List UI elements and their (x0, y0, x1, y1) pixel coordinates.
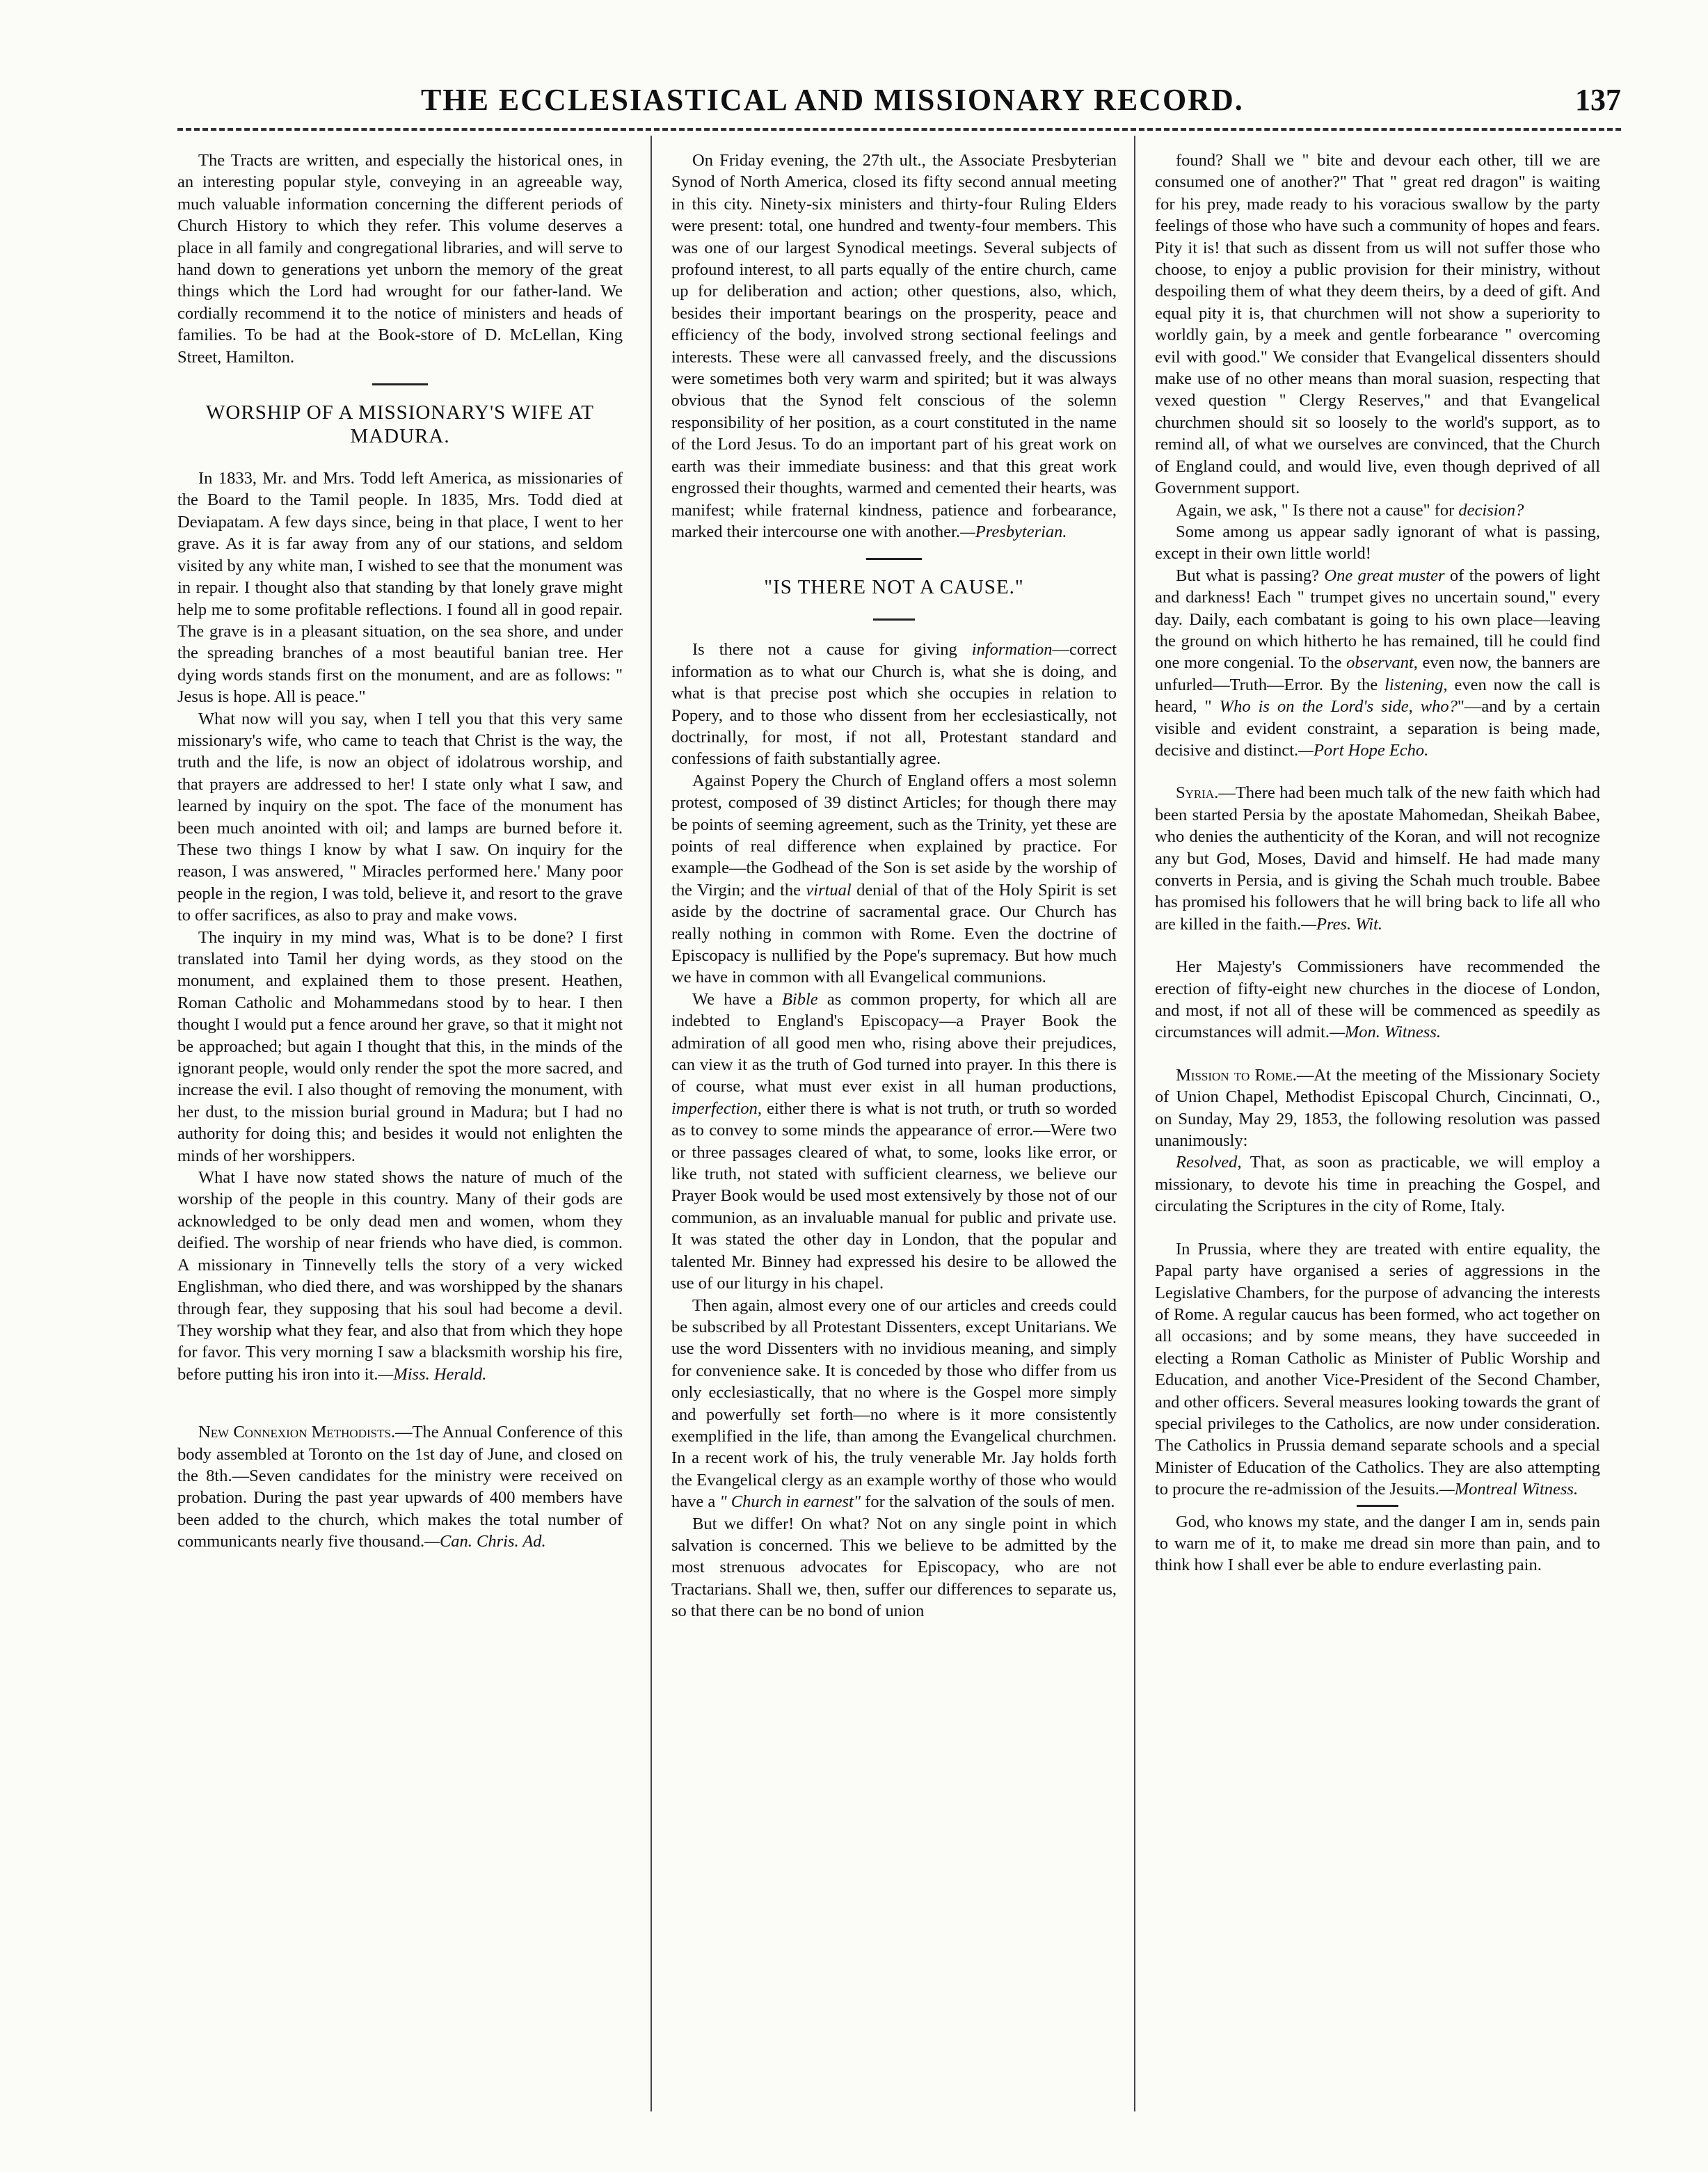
spacer (1155, 761, 1600, 782)
emphasis: observant (1346, 653, 1414, 673)
item-body: .—At the meeting of the Missionary Society of Union Chapel, Methodist Episcopal Church, Cincinnati, O., on Sunday, May 29, 1853, the following resolution was passed unanimously: (1155, 1065, 1600, 1151)
text: Is there not a cause for giving (692, 640, 972, 660)
column-2 (671, 150, 1117, 2111)
text: for the salvation of the souls of men. (861, 1492, 1115, 1512)
spacer (177, 1385, 623, 1421)
column-1 (177, 150, 623, 2111)
article-heading-worship: WORSHIP OF A MISSIONARY'S WIFE AT MADURA. (206, 401, 594, 448)
prussia-item (1155, 1238, 1600, 1501)
item-body: .—The Annual Conference of this body assembled at Toronto on the 1st day of June, and closed on the 8th.—Seven candidates for the ministry were received on probation. During the past year upwards of 400 members have been added to the church, which makes the total number of communicants nearly five thousand. (177, 1423, 623, 1551)
cause-paragraph-3 (671, 989, 1117, 1295)
emphasis: Bible (781, 989, 818, 1009)
source-credit: —Montreal Witness. (1439, 1480, 1579, 1499)
item-title: Mission to Rome (1176, 1065, 1293, 1085)
cause-paragraph-5: But we differ! On what? Not on any single point in which salvation is concerned. This we believe to be admitted by the most strenuous advocates for Episcopacy, who are not Tractarians. Shall we, then, suffer our differences to separate us, so that there can be no bond of union (671, 1514, 1117, 1621)
text: "—and by a certain visible and evident constraint, a separation is being made, decisive and distinct. (1155, 697, 1600, 760)
worship-p4-text: What I have now stated shows the nature of much of the worship of the people in this country. Many of their gods are acknowledged to be only dead men and women, whom they deified. The worship of near friends who have died, is common. A missionary in Tinnevelly tells the story of a very wicked Englishman, who died there, and was worshipped by the shanars through fear, they supposing that his soul had become a devil. They worship what they fear, and also that from which they hope for favor. This very morning I saw a blacksmith worship his fire, before putting his iron into it. (177, 1168, 623, 1384)
emphasis: Who is on the Lord's side, who? (1219, 697, 1458, 717)
cause-continued-3: Some among us appear sadly ignorant of what is passing, except in their own little world! (1155, 522, 1600, 564)
source-credit: —Presbyterian. (960, 522, 1067, 541)
separator-rule (1357, 1505, 1398, 1507)
mission-rome-item (1155, 1064, 1600, 1152)
text: Her Majesty's Commissioners have recommended the erection of fifty-eight new churches in the diocese of London, and most, if not all of these will be commenced as speedily as circumstances will admit. (1155, 957, 1600, 1042)
emphasis: virtual (806, 880, 852, 900)
text: But what is passing? (1176, 566, 1325, 585)
spacer (1155, 935, 1600, 956)
synod-text: On Friday evening, the 27th ult., the Associate Presbyterian Synod of North America, closed its fifty second annual meeting in this city. Ninety-six ministers and thirty-four Ruling Elders were present: total, one hundred and twenty-four members. This was one of our largest Synodical meetings. Several subjects of profound interest, to all parts equally of the entire church, came up for deliberation and action; other questions, also, which, besides their important bearings on the prosperity, peace and efficiency of the body, involved strong sectional feelings and interests. These were all canvassed freely, and the discussions were sometimes both very warm and spirited; but it was always obvious that the Synod felt conscious of the solemn responsibility of her position, as a court constituted in the name of the Lord Jesus. To do an important part of his great work on earth was their immediate business: and that this great work engrossed their thoughts, warmed and cemented their hearts, was manifest; while fraternal kindness, patience and forbearance, marked their intercourse one with another. (671, 151, 1117, 541)
emphasis: information (971, 640, 1053, 660)
text: , either there is what is not truth, or truth so worded as to convey to some minds the appearance of error.—Were two or three passages cleared of what, to some, looks like error, or like truth, not stated with sufficient clearness, we believe our Prayer Book would be used most extensively by those not of our communion, as an invaluable manual for public and private use. It was stated the other day in London, that the popular and talented Mr. Binney had expressed his desire to be allowed the use of our liturgy in his chapel. (671, 1099, 1117, 1293)
separator-rule (873, 618, 915, 621)
running-title: THE ECCLESIASTICAL AND MISSIONARY RECORD. (421, 83, 1244, 117)
item-title: New Connexion Methodists (198, 1423, 391, 1442)
cause-paragraph-2 (671, 770, 1117, 989)
separator-rule (372, 383, 428, 385)
column-rule-1 (651, 136, 652, 2111)
spacer (1155, 1044, 1600, 1064)
cause-paragraph-4 (671, 1295, 1117, 1513)
worship-paragraph-3: The inquiry in my mind was, What is to be done? I first translated into Tamil her dying words, as they stood on the monument, and explained them to those present. Heathen, Roman Catholic and Mohammedans stood by to hear. I then thought I would put a fence around her grave, so that it might not be approached; but again I thought that this, in the minds of the ignorant people, would only render the spot the more sacred, and increase the evil. I also thought of removing the monument, with her dust, to the mission burial ground in Madura; but I had no authority for doing this; and besides it would not enlighten the minds of her worshippers. (177, 927, 623, 1165)
emphasis: decision? (1458, 500, 1524, 520)
text: Against Popery the Church of England offers a most solemn protest, composed of 39 distinct Articles; for though there may be points of seeming agreement, such as the Trinity, yet these are points of real difference when explained by practice. For example—the Godhead of the Son is set aside by the worship of the Virgin; and the (671, 771, 1117, 900)
worship-paragraph-4 (177, 1167, 623, 1385)
column-3 (1155, 150, 1600, 2111)
header-rule (177, 128, 1621, 131)
emphasis: Resolved (1176, 1153, 1238, 1172)
worship-paragraph-2: What now will you say, when I tell you that this very same missionary's wife, who came to teach that Christ is the way, the truth and the life, is now an object of idolatrous worship, and that prayers are addressed to her! I state only what I saw, and learned by inquiry on the spot. The face of the monument has been much anointed with oil; and lamps are burned before it. These two things I know by what I saw. On inquiry for the reason, I was answered, " Miracles performed here.' Many poor people in the region, I was told, believe it, and resort to the grave to offer sacrifices, as also to pray and make vows. (177, 709, 623, 925)
item-body: .—There had been much talk of the new faith which had been started Persia by the apostate Mahomedan, Sheikah Babee, who denies the authenticity of the Koran, and will not recognize any but God, Moses, David and himself. He had made many converts in Persia, and is giving the Schah much trouble. Babee has promised his followers that he will bring back to life all who are killed in the faith. (1155, 783, 1600, 934)
text: of the powers of light and darkness! Each " trumpet gives no uncertain sound," every day. Daily, each combatant is going to his own place—leaving the ground on which hitherto he has remained, till he could find one more congenial. To the (1155, 566, 1600, 673)
text: , That, as soon as practicable, we will employ a missionary, to devote his time in preaching the Gospel, and circulating the Scriptures in the city of Rome, Italy. (1155, 1153, 1600, 1216)
separator-rule (866, 558, 922, 560)
text: —correct information as to what our Church is, what she is doing, and what is that precise post which she occupies in relation to Popery, and to those who dissent from her ecclesiastically, not doctrinally, for most, if not all, Protestant standard and confessions of faith substantially agree. (671, 640, 1117, 769)
text: , even now the call is heard, " (1155, 675, 1600, 717)
item-title: Syria (1176, 783, 1215, 803)
syria-item (1155, 782, 1600, 935)
worship-paragraph-1: In 1833, Mr. and Mrs. Todd left America, as missionaries of the Board to the Tamil people. In 1835, Mrs. Todd died at Deviapatam. A few days since, being in that place, I went to her grave. As it is far away from any of our stations, and seldom visited by any white man, I wished to see that the monument was in repair. I thought also that standing by that lonely grave might help me to some profitable reflections. I found all in good repair. The grave is in a pleasant situation, on the sea shore, and under the spreading branches of a most beautiful banian tree. Her dying words stands first on the monument, and are as follows: " Jesus is hope. All is peace." (177, 469, 623, 707)
text: Again, we ask, " Is there not a cause" for (1176, 500, 1459, 520)
source-credit: —Can. Chris. Ad. (424, 1532, 546, 1551)
emphasis: One great muster (1324, 566, 1445, 585)
text: In Prussia, where they are treated with entire equality, the Papal party have organised a series of aggressions in the Legislative Chambers, for the purpose of advancing the interests of Rome. A regular caucus has been formed, who act together on all occasions; and by some means, they have succeeded in electing a Roman Catholic as Minister of Public Worship and Education, and another Vice-President of the Second Chamber, and other officers. Several measures looking towards the grant of special privileges to the Catholics, are now under consideration. The Catholics in Prussia demand separate schools and a special Minister of Education of the Catholics. They are also attempting to procure the re-admission of the Jesuits. (1155, 1239, 1600, 1499)
column-rule-2 (1134, 136, 1135, 2111)
text: as common property, for which all are indebted to England's Episcopacy—a Prayer Book the admiration of all good men who, rising above their prejudices, can view it as the truth of God turned into prayer. In this there is of course, what must ever exist in all human productions, (671, 989, 1117, 1096)
cause-continued-2 (1155, 500, 1600, 521)
mission-rome-resolution (1155, 1151, 1600, 1217)
new-connexion-item (177, 1421, 623, 1552)
emphasis: imperfection (671, 1099, 758, 1118)
source-credit: —Miss. Herald. (378, 1364, 487, 1384)
closing-item: God, who knows my state, and the danger I am in, sends pain to warn me of it, to make me dread sin more than pain, and to think how I shall ever be able to endure everlasting pain. (1155, 1512, 1600, 1575)
emphasis: listening (1384, 675, 1444, 694)
source-credit: —Mon. Witness. (1330, 1023, 1441, 1042)
spacer (1155, 1217, 1600, 1238)
emphasis: " Church in earnest" (719, 1492, 861, 1512)
text: , even now, the banners are unfurled—Truth—Error. By the (1155, 653, 1600, 694)
source-credit: —Pres. Wit. (1301, 914, 1383, 934)
page-number: 137 (1575, 83, 1621, 117)
text: We have a (692, 989, 782, 1009)
cause-paragraph-1 (671, 639, 1117, 769)
tracts-review: The Tracts are written, and especially the historical ones, in an interesting popular style, conveying in an agreeable way, much valuable information concerning the different periods of Church History to which they refer. This volume deserves a place in all family and congregational libraries, and will serve to hand down to generations yet unborn the memory of the great things which the Lord had wrought for our father-land. We cordially recommend it to the notice of ministers and heads of families. To be had at the Book-store of D. McLellan, King Street, Hamilton. (177, 151, 623, 367)
page-header (177, 82, 1621, 124)
text: Then again, almost every one of our articles and creeds could be subscribed by all Protestant Dissenters, except Unitarians. We use the word Dissenters with no invidious meaning, and simply for convenience sake. It is conceded by those who differ from us only ecclesiastically, that no where is the Gospel more simply and powerfully set forth—no where is it more consistently exemplified in the life, than among the Evangelical churchmen. In a recent work of his, the truly venerable Mr. Jay holds forth the Evangelical clergy as an example worthy of those who would have a (671, 1295, 1117, 1512)
text: denial of that of the Holy Spirit is set aside by the doctrine of sacramental grace. Our Church has really nothing in common with Rome. Even the doctrine of Episcopacy is nullified by the Pope's supremacy. But how much we have in common with all Evangelical communions. (671, 880, 1117, 987)
cause-continued-1: found? Shall we " bite and devour each other, till we are consumed one of another?" That " great red dragon" is waiting for his prey, made ready to his voracious swallow by the party feelings of those who have such a community of hopes and fears. Pity it is! that such as dissent from us will not suffer those who choose, to enjoy a public provision for their ministry, without despoiling them of what they deem theirs, by a deed of gift. And equal pity it is, that churchmen will not show a superiority to worldly gain, by a meek and gentle forbearance " overcoming evil with good." We consider that Evangelical dissenters should make use of no other means than moral suasion, respecting that vexed question " Clergy Reserves," and that Evangelical churchmen should sit so loosely to the world's support, as to remind all, of what we ourselves are convinced, that the Church of England could, and would live, even though deprived of all Government support. (1155, 151, 1600, 498)
article-heading-cause: "IS THERE NOT A CAUSE." (764, 576, 1024, 599)
commissioners-item (1155, 956, 1600, 1044)
source-credit: —Port Hope Echo. (1298, 740, 1429, 760)
cause-continued-4 (1155, 565, 1600, 762)
synod-item (671, 150, 1117, 543)
